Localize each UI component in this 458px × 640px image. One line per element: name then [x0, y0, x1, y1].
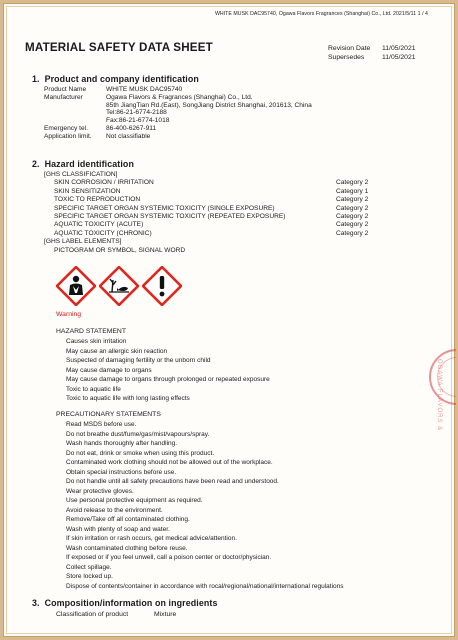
supersedes-value: 11/05/2021	[382, 54, 416, 61]
kv-value: Tel:86-21-6774-2188	[106, 109, 167, 117]
list-item: Remove/Take off all contaminated clothing.	[66, 516, 190, 523]
list-item: Use personal protective equipment as required.	[66, 497, 203, 504]
kv-row	[44, 117, 312, 125]
classification-value: Mixture	[154, 611, 177, 618]
ghs-classification	[44, 171, 384, 255]
health-hazard-icon	[56, 266, 96, 306]
list-item: May cause an allergic skin reaction	[66, 347, 168, 355]
list-item: Avoid release to the environment.	[66, 506, 163, 514]
document-title: MATERIAL SAFETY DATA SHEET	[25, 41, 213, 54]
hazard-category: Category 2	[336, 179, 369, 187]
stamp-text: OGAWA FLAVORS &	[436, 359, 442, 432]
list-item: Do not eat, drink or smoke when using this product.	[66, 449, 215, 457]
list-item: Do not handle until all safety precautions have been read and understood.	[66, 478, 279, 485]
section-1-number: 1.	[32, 74, 40, 84]
hazard-row	[44, 213, 384, 221]
list-item: Toxic to aquatic life with long lasting effects	[66, 395, 190, 402]
hazard-category: Category 2	[336, 229, 369, 237]
kv-row	[44, 133, 312, 141]
precautionary-statements-title: PRECAUTIONARY STATEMENTS	[56, 411, 161, 418]
classification-label: Classification of product	[56, 611, 129, 618]
revision-date-label: Revision Date	[328, 45, 371, 52]
document-page	[4, 4, 456, 638]
hazard-row	[44, 179, 384, 187]
hazard-row	[44, 205, 384, 213]
signal-word: Warning	[56, 311, 82, 318]
kv-value: Fax:86-21-6774-1018	[106, 117, 170, 125]
list-item: If exposed or if you feel unwell, call a poison center or doctor/physician.	[66, 554, 272, 561]
kv-value: 86-400-6267-911	[106, 124, 157, 132]
list-item: May cause damage to organs	[66, 366, 152, 374]
section-1-heading	[32, 74, 199, 84]
list-item: Wear protective gloves.	[66, 487, 134, 495]
page-frame	[3, 3, 455, 637]
kv-row	[44, 125, 312, 133]
kv-value: 85th JiangTian Rd.(East), SongJiang District Shanghai, 201613, China	[106, 101, 312, 109]
hazard-name: AQUATIC TOXICITY (CHRONIC)	[54, 229, 152, 237]
running-header: WHITE MUSK DAC95740, Ogawa Flavors Fragrances (Shanghai) Co., Ltd. 2021/5/11 1 / 4	[214, 11, 428, 17]
list-item: Dispose of contents/container in accordance with rocal/regional/national/international regulations	[66, 582, 344, 590]
revision-block	[328, 44, 416, 62]
kv-value: Not classifiable	[106, 132, 151, 140]
hazard-statement-title: HAZARD STATEMENT	[56, 328, 126, 335]
hazard-name: TOXIC TO REPRODUCTION	[54, 196, 141, 204]
exclamation-mark-icon	[142, 266, 182, 306]
hazard-row	[44, 188, 384, 196]
kv-key	[44, 102, 106, 110]
list-item: Wash hands thoroughly after handling.	[66, 440, 178, 447]
list-item: Read MSDS before use.	[66, 421, 137, 428]
list-item: Suspected of damaging fertility or the unborn child	[66, 357, 211, 364]
revision-date-value: 11/05/2021	[382, 45, 416, 52]
precautionary-statement-list	[66, 420, 344, 591]
company-seal-stamp	[429, 349, 456, 405]
kv-key: Product Name	[44, 86, 87, 93]
kv-key: Application limit.	[44, 132, 92, 140]
ghs-classification-label: [GHS CLASSIFICATION]	[44, 171, 118, 178]
section-2-heading	[32, 159, 134, 169]
list-item: Causes skin irritation	[66, 338, 127, 345]
hazard-category: Category 2	[336, 196, 369, 204]
kv-row	[44, 109, 312, 117]
kv-row	[44, 102, 312, 110]
kv-value: WHITE MUSK DAC95740	[106, 86, 183, 93]
pictogram-label: PICTOGRAM OR SYMBOL, SIGNAL WORD	[54, 246, 186, 254]
kv-row	[44, 94, 312, 102]
list-item: Wash contaminated clothing before reuse.	[66, 544, 188, 552]
hazard-category: Category 2	[336, 221, 369, 229]
list-item: If skin irritation or rash occurs, get medical advice/attention.	[66, 535, 237, 542]
classification-row	[56, 611, 176, 618]
environment-hazard-icon	[99, 266, 139, 306]
hazard-row	[44, 221, 384, 229]
hazard-name: SKIN SENSITIZATION	[54, 187, 121, 195]
hazard-category: Category 2	[336, 204, 369, 212]
list-item: Obtain special instructions before use.	[66, 468, 177, 476]
kv-key: Manufacturer	[44, 93, 83, 101]
kv-value: Ogawa Flavors & Fragrances (Shanghai) Co., Ltd.	[106, 93, 253, 101]
section-3-title: Composition/information on ingredients	[44, 598, 218, 608]
hazard-name: AQUATIC TOXICITY (ACUTE)	[54, 221, 144, 229]
supersedes-label: Supersedes	[328, 54, 365, 61]
kv-key: Emergency tel.	[44, 124, 88, 132]
section-3-heading	[32, 598, 218, 608]
hazard-row	[44, 196, 384, 204]
hazard-category: Category 1	[336, 187, 369, 195]
product-identification-table	[44, 86, 312, 141]
hazard-name: SKIN CORROSION / IRRITATION	[54, 179, 154, 187]
kv-key	[44, 109, 106, 117]
hazard-statement-list	[66, 337, 270, 404]
hazard-name: SPECIFIC TARGET ORGAN SYSTEMIC TOXICITY (REPEATED EXPOSURE)	[54, 213, 286, 221]
ghs-label-elements-label: [GHS LABEL ELEMENTS]	[44, 238, 122, 246]
ghs-pictograms	[56, 266, 182, 306]
hazard-row	[44, 230, 384, 238]
list-item: Do not breathe dust/fume/gas/mist/vapours/spray.	[66, 430, 210, 438]
hazard-category: Category 2	[336, 213, 369, 221]
list-item: Wash with plenty of soap and water.	[66, 525, 170, 533]
section-2-title: Hazard identification	[44, 159, 134, 169]
kv-key	[44, 117, 106, 125]
section-2-number: 2.	[32, 159, 40, 169]
list-item: Collect spillage.	[66, 563, 112, 571]
list-item: May cause damage to organs through prolonged or repeated exposure	[66, 376, 270, 383]
list-item: Contaminated work clothing should not be allowed out of the workplace.	[66, 459, 273, 466]
list-item: Store locked up.	[66, 573, 113, 580]
list-item: Toxic to aquatic life	[66, 385, 121, 393]
hazard-name: SPECIFIC TARGET ORGAN SYSTEMIC TOXICITY (SINGLE EXPOSURE)	[54, 204, 275, 212]
kv-row	[44, 86, 312, 94]
section-1-title: Product and company identification	[44, 74, 199, 84]
section-3-number: 3.	[32, 598, 40, 608]
